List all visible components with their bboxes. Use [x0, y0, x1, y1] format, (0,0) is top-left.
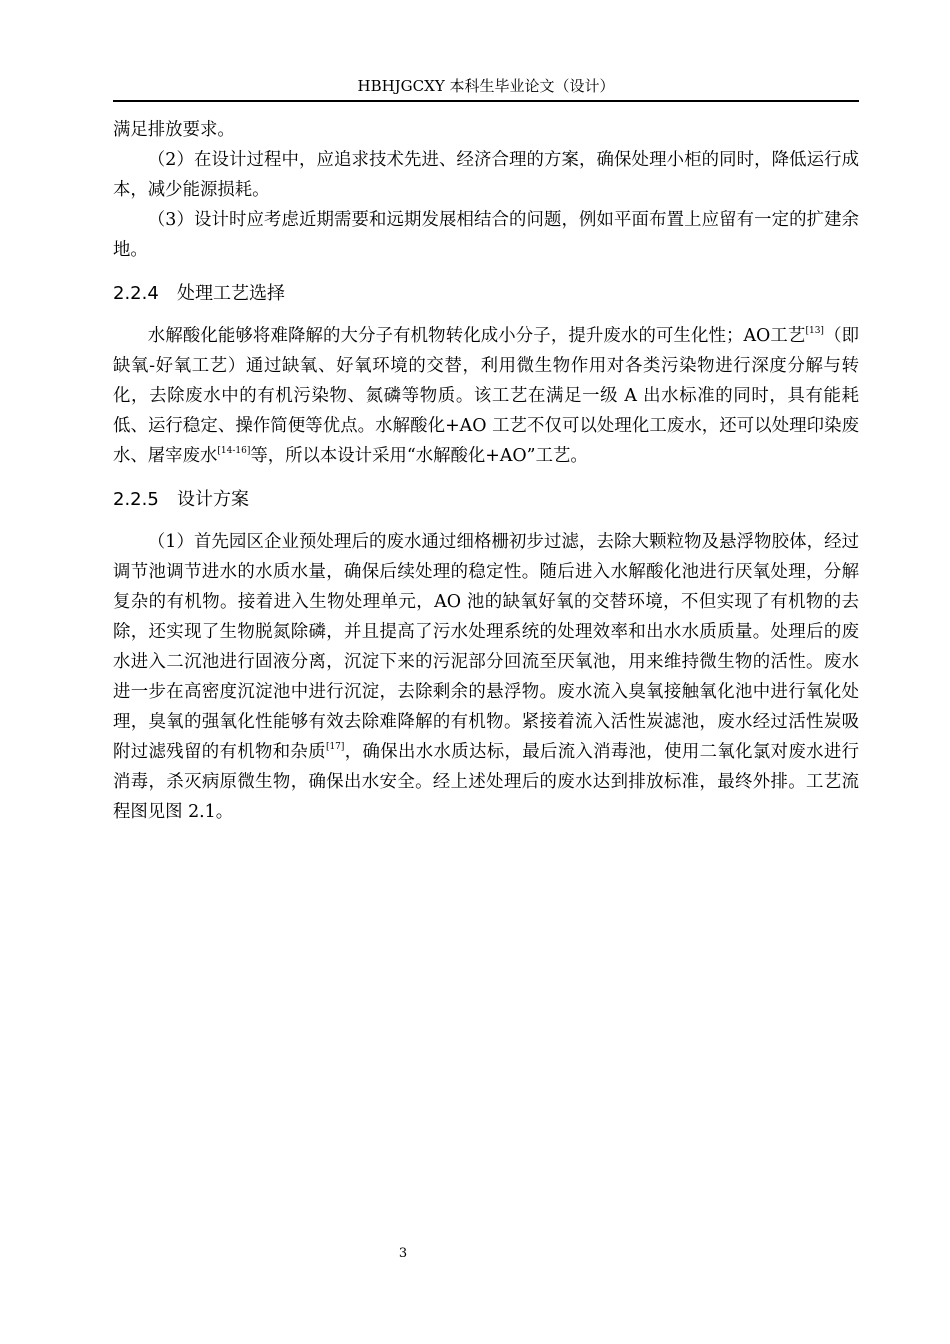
section-title: 设计方案 [177, 489, 249, 510]
citation-ref: [13] [805, 326, 824, 336]
page-body [113, 115, 859, 827]
page-number: 3 [398, 1246, 408, 1261]
header-rule [113, 100, 859, 102]
running-header: HBHJGCXY 本科生毕业论文（设计） [357, 77, 615, 95]
paragraph-continuation: 满足排放要求。 [113, 120, 235, 140]
citation-ref: [17] [325, 742, 345, 752]
citation-ref: [14-16] [217, 446, 251, 456]
section-title: 处理工艺选择 [177, 283, 285, 304]
section-number: 2.2.4 [113, 283, 159, 304]
paragraph-design-scheme [113, 527, 859, 827]
section-number: 2.2.5 [113, 489, 159, 510]
section-heading-2-2-4 [113, 279, 859, 309]
text-run: （即缺氧-好氧工艺）通过缺氧、好氧环境的交替，利用微生物作用对各类污染物进行深度分解与转化，去除废水中的有机污染物、氮磷等物质。该工艺在满足一级 A 出水标准的同时，具有能耗低、运行稳定、操作简便等优点。水解酸化+AO 工艺不仅可以处理化工废水，还可以处理印染废水、屠宰废水 [113, 326, 859, 466]
text-run: 水解酸化能够将难降解的大分子有机物转化成小分子，提升废水的可生化性；AO工艺 [147, 326, 806, 346]
paragraph-item-2: （2）在设计过程中，应追求技术先进、经济合理的方案，确保处理小柜的同时，降低运行成本，减少能源损耗。 [113, 150, 859, 200]
section-heading-2-2-5 [113, 485, 859, 515]
text-run: ，确保出水水质达标，最后流入消毒池，使用二氧化氯对废水进行消毒，杀灭病原微生物，确保出水安全。经上述处理后的废水达到排放标准，最终外排。工艺流程图见图 2.1。 [113, 742, 859, 822]
paragraph-item-3: （3）设计时应考虑近期需要和远期发展相结合的问题，例如平面布置上应留有一定的扩建余地。 [113, 210, 859, 260]
text-run: 等，所以本设计采用“水解酸化+AO”工艺。 [250, 446, 588, 466]
text-run: （1）首先园区企业预处理后的废水通过细格栅初步过滤，去除大颗粒物及悬浮物胶体，经过调节池调节进水的水质水量，确保后续处理的稳定性。随后进入水解酸化池进行厌氧处理，分解复杂的有机物。接着进入生物处理单元，AO 池的缺氧好氧的交替环境，不但实现了有机物的去除，还实现了生物脱氮除磷，并且提高了污水处理系统的处理效率和出水水质质量。处理后的废水进入二沉池进行固液分离，沉淀下来的污泥部分回流至厌氧池，用来维持微生物的活性。废水进一步在高密度沉淀池中进行沉淀，去除剩余的悬浮物。废水流入臭氧接触氧化池中进行氧化处理，臭氧的强氧化性能够有效去除难降解的有机物。紧接着流入活性炭滤池，废水经过活性炭吸附过滤残留的有机物和杂质 [113, 532, 859, 762]
paragraph-process-selection [113, 321, 859, 471]
